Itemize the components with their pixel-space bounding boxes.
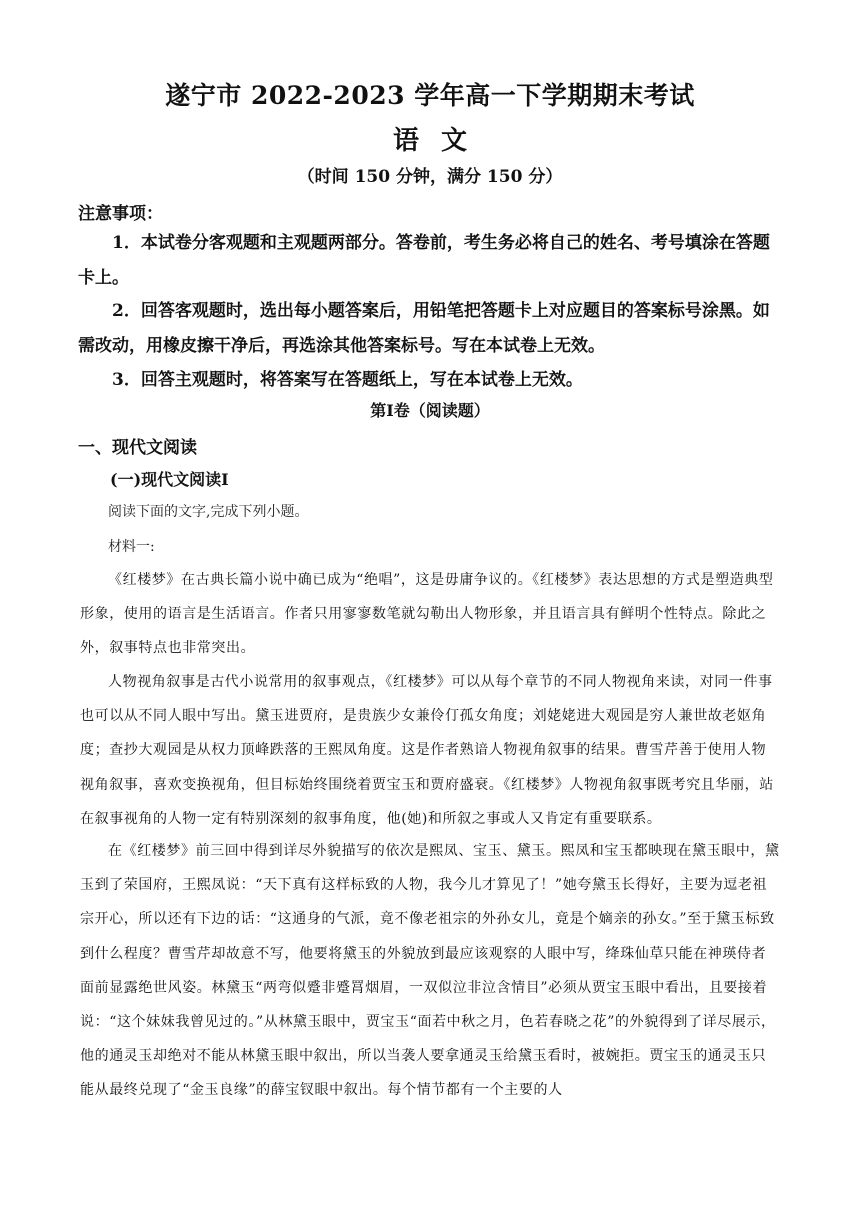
time-info: （时间 150 分钟，满分 150 分） — [297, 167, 563, 187]
subsection-heading: (一)现代文阅读Ⅰ — [110, 470, 229, 489]
notice-item: 3．回答主观题时，将答案写在答题纸上，写在本试卷上无效。 — [112, 370, 583, 390]
body-paragraph: 《红楼梦》在古典长篇小说中确已成为“绝唱”，这是毋庸争议的。《红楼梦》表达思想的方式是塑造典型形象，使用的语言是生活语言。作者只用寥寥数笔就勾勒出人物形象，并且语言具有鲜明个性特点。除此之外，叙事特点也非常突出。 — [80, 572, 774, 657]
notice-item: 2．回答客观题时，选出每小题答案后，用铅笔把答题卡上对应题目的答案标号涂黑。如需改动，用橡皮擦干净后，再选涂其他答案标号。写在本试卷上无效。 — [78, 301, 770, 356]
exam-title: 遂宁市 2022-2023 学年高一下学期期末考试 — [165, 81, 695, 110]
reading-instruction: 阅读下面的文字,完成下列小题。 — [108, 504, 309, 520]
notice-heading: 注意事项： — [78, 204, 163, 224]
body-paragraph: 人物视角叙事是古代小说常用的叙事观点，《红楼梦》可以从每个章节的不同人物视角来读，对同一件事也可以从不同人眼中写出。黛玉进贾府，是贵族少女兼伶仃孤女角度；刘姥姥进大观园是穷人兼世故老妪角度；查抄大观园是从权力顶峰跌落的王熙凤角度。这是作者熟谙人物视角叙事的结果。曹雪芹善于使用人物视角叙事，喜欢变换视角，但目标始终围绕着贾宝玉和贾府盛衰。《红楼梦》人物视角叙事既考究且华丽，站在叙事视角的人物一定有特别深刻的叙事角度，他(她)和所叙之事或人又肯定有重要联系。 — [80, 674, 774, 827]
notice-item: 1．本试卷分客观题和主观题两部分。答卷前，考生务必将自己的姓名、考号填涂在答题卡上。 — [78, 233, 770, 288]
section-heading: 一、现代文阅读 — [78, 438, 197, 458]
material-label: 材料一: — [108, 539, 155, 555]
subject-title: 语文 — [392, 126, 489, 156]
body-paragraph: 在《红楼梦》前三回中得到详尽外貌描写的依次是熙凤、宝玉、黛玉。熙凤和宝玉都映现在黛玉眼中，黛玉到了荣国府，王熙凤说：“天下真有这样标致的人物，我今儿才算见了！”她夸黛玉长得好，主要为逗老祖宗开心，所以还有下边的话：“这通身的气派，竟不像老祖宗的外孙女儿，竟是个嫡亲的孙女。”至于黛玉标致到什么程度？曹雪芹却故意不写，他要将黛玉的外貌放到最应该观察的人眼中写，绛珠仙草只能在神瑛侍者面前显露绝世风姿。林黛玉“两弯似蹙非蹙罥烟眉，一双似泣非泣含情目”必须从贾宝玉眼中看出，且要接着说：“这个妹妹我曾见过的。”从林黛玉眼中，贾宝玉“面若中秋之月，色若春晓之花”的外貌得到了详尽展示，他的通灵玉却绝对不能从林黛玉眼中叙出，所以当袭人要拿通灵玉给黛玉看时，被婉拒。贾宝玉的通灵玉只能从最终兑现了“金玉良缘”的薛宝钗眼中叙出。每个情节都有一个主要的人 — [80, 843, 780, 1099]
part-title: 第Ⅰ卷（阅读题） — [370, 401, 490, 420]
